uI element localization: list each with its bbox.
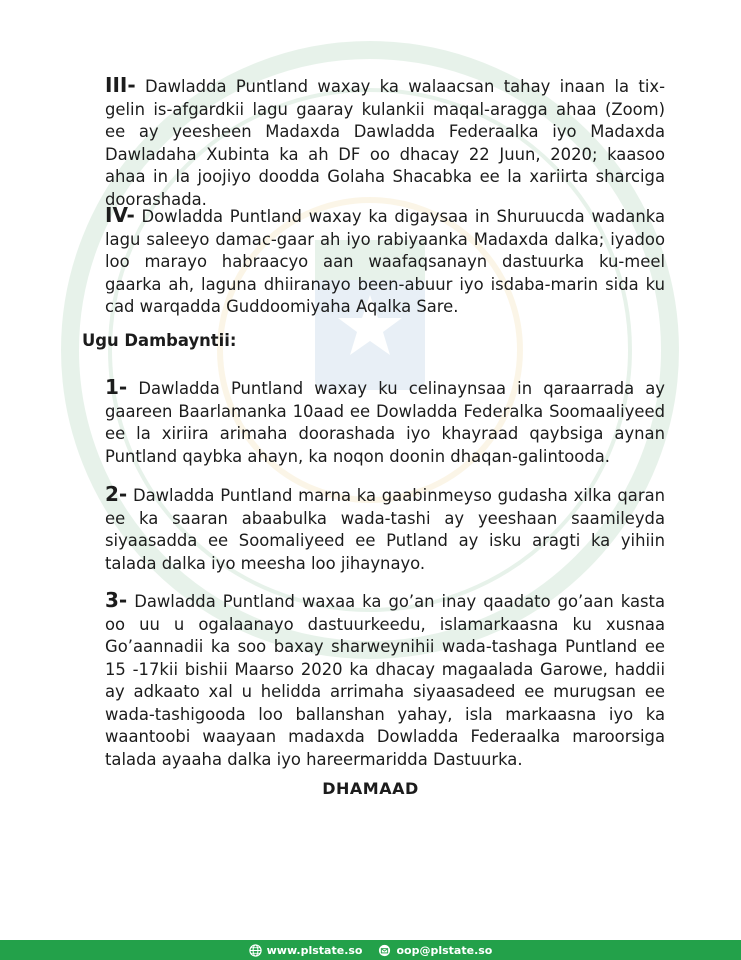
section-iii — [105, 74, 665, 211]
closing-text: DHAMAAD — [322, 779, 419, 798]
conclusion-point-3 — [105, 589, 665, 771]
footer-bar — [0, 940, 741, 960]
conclusion-point-2 — [105, 483, 665, 575]
section-text: Dawladda Puntland waxay ka walaacsan tahay inaan la tix-gelin is-afgardkii lagu gaaray kulankii maqal-aragga ahaa (Zoom) ee ay yeesheen Madaxda Dawladda Federaalka iyo Madaxda Dawladaha Xubinta ka ah DF oo dhacay 22 Juun, 2020; kaasoo ahaa in la joojiyo doodda Golaha Shacabka ee la xariirta sharciga doorashada. — [105, 77, 665, 209]
section-text: Dowladda Puntland waxay ka digaysaa in Shuruucda wadanka lagu saleeyo damac-gaar ah iyo rabiyaanka Madaxda dalka; iyadoo loo marayo habraacyo aan waafaqsanayn dastuurka ku-meel gaarka ah, laguna dhiiranayo been-abuur iyo isdaba-marin sida ku cad warqadda Guddoomiyaha Aqalka Sare. — [105, 207, 665, 316]
section-iv — [105, 204, 665, 319]
website-text: www.plstate.so — [266, 943, 363, 957]
email-text: oop@plstate.so — [396, 943, 493, 957]
point-numeral: 1- — [105, 375, 128, 399]
footer-email[interactable] — [378, 944, 492, 957]
section-numeral: IV- — [105, 203, 135, 227]
footer-website[interactable] — [249, 944, 363, 957]
point-text: Dawladda Puntland waxaa ka go’an inay qaadato go’aan kasta oo uu u ogalaanayo dastuurkeedu, islamarkaasna ku xusnaa Go’aannadii ka soo baxay sharweynihii wada-tashaga Puntland ee 15 -17kii bishii Maarso 2020 ka dhacay magaalada Garowe, haddii ay adkaato xal u helidda arrimaha siyaasadeed ee murugsan ee wada-tashigooda loo ballanshan yahay, isla markaasna iyo ka waantoobi waayaan madaxda Dowladda Federaalka maroorsiga talada ayaaha dalka iyo hareermaridda Dastuurka. — [105, 592, 665, 769]
conclusion-heading: Ugu Dambayntii: — [82, 331, 237, 350]
globe-icon — [249, 944, 262, 957]
email-icon — [378, 944, 391, 957]
conclusion-point-1 — [105, 376, 665, 468]
section-numeral: III- — [105, 73, 136, 97]
point-text: Dawladda Puntland marna ka gaabinmeyso gudasha xilka qaran ee ka saaran abaabulka wada-tashi ay yeeshaan saamileyda siyaasadda ee Soomaliyeed ee Putland ay isku aragti ka yihiin talada dalka iyo meesha loo jihaynayo. — [105, 486, 665, 573]
point-numeral: 3- — [105, 588, 128, 612]
point-text: Dawladda Puntland waxay ku celinaynsaa in qaraarrada ay gaareen Baarlamanka 10aad ee Dowladda Federalka Soomaaliyeed ee la xiriira arimaha doorashada iyo khayraad qaybsiga aynan Puntland qaybka ahayn, ka noqon doonin dhaqan-galintooda. — [105, 379, 665, 466]
point-numeral: 2- — [105, 482, 128, 506]
